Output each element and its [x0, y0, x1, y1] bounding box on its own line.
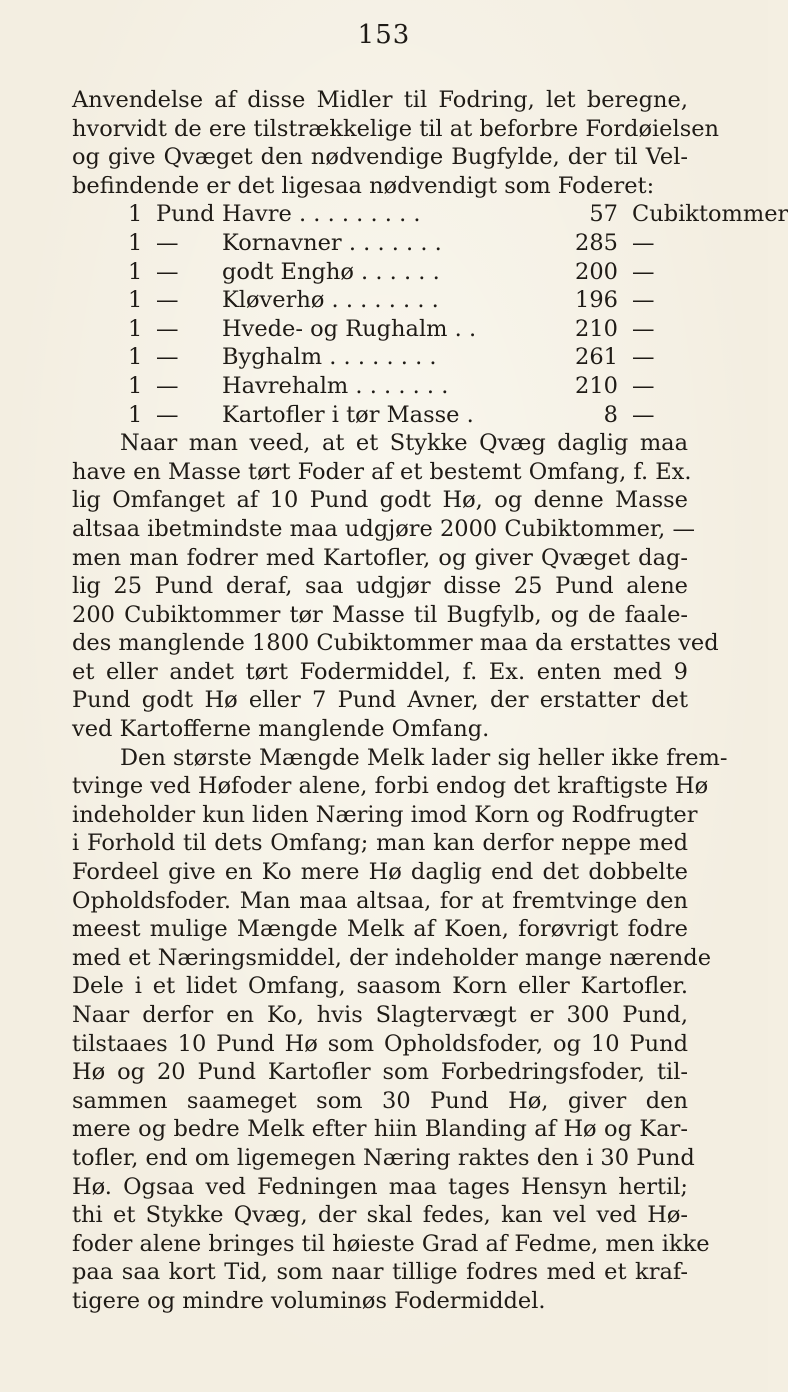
row-value: 196 [575, 287, 618, 314]
row-label: — [632, 287, 655, 314]
row-quantity: 1 [128, 201, 143, 228]
table-row [72, 343, 688, 372]
row-label: — [632, 344, 655, 371]
text-line: Dele i et lidet Omfang, saasom Korn eller Kartofler. [72, 973, 688, 1000]
row-value: 210 [575, 372, 618, 399]
text-line: Anvendelse af disse Midler til Fodring, let beregne, [72, 87, 688, 113]
row-item: Kløverhø . . . . . . . . [222, 287, 439, 314]
table-row [72, 372, 688, 401]
row-value: 261 [575, 344, 618, 371]
row-item: godt Enghø . . . . . . [222, 258, 440, 285]
row-quantity: 1 [128, 344, 143, 371]
text-line: lig Omfanget af 10 Pund godt Hø, og denne Masse [72, 487, 688, 514]
volume-table [72, 200, 788, 429]
row-quantity: 1 [128, 401, 143, 428]
text-line: Hø. Ogsaa ved Fedningen maa tages Hensyn hertil; [72, 1173, 688, 1200]
text-line: sammen saameget som 30 Pund Hø, giver den [72, 1087, 688, 1114]
text-line: Hø og 20 Pund Kartofler som Forbedringsfoder, til- [72, 1059, 688, 1086]
row-unit: — [156, 315, 179, 342]
text-line: lig 25 Pund deraf, saa udgjør disse 25 Pund alene [72, 573, 688, 600]
text-line: paa saa kort Tid, som naar tillige fodres med et kraf- [72, 1259, 688, 1286]
text-line: ved Kartofferne manglende Omfang. [72, 716, 490, 743]
page-text [72, 86, 788, 1316]
text-line: foder alene bringes til høieste Grad af Fedme, men ikke [72, 1230, 710, 1257]
text-line: Opholdsfoder. Man maa altsaa, for at fremtvinge den [72, 887, 688, 914]
row-label: — [632, 315, 655, 342]
row-value: 285 [575, 229, 618, 256]
text-line: 200 Cubiktommer tør Masse til Bugfylb, og de faale- [72, 601, 688, 628]
text-line: tigere og mindre voluminøs Fodermiddel. [72, 1287, 546, 1314]
text-line: men man fodrer med Kartofler, og giver Qvæget dag- [72, 544, 688, 571]
text-line: des manglende 1800 Cubiktommer maa da erstattes ved [72, 630, 719, 657]
text-line: et eller andet tørt Fodermiddel, f. Ex. enten med 9 [72, 658, 688, 685]
row-unit: — [156, 287, 179, 314]
table-row [72, 229, 688, 258]
table-row [72, 200, 788, 229]
table-row [72, 401, 688, 430]
text-line: thi et Stykke Qvæg, der skal fedes, kan vel ved Hø- [72, 1202, 688, 1229]
row-value: 210 [575, 315, 618, 342]
row-unit: Pund [156, 201, 215, 228]
text-line: have en Masse tørt Foder af et bestemt Omfang, f. Ex. [72, 458, 692, 485]
row-quantity: 1 [128, 258, 143, 285]
text-line: mere og bedre Melk efter hiin Blanding af Hø og Kar- [72, 1116, 688, 1143]
row-label: — [632, 401, 655, 428]
text-line: Naar derfor en Ko, hvis Slagtervægt er 300 Pund, [72, 1002, 688, 1028]
table-row [72, 315, 688, 344]
page-number: 153 [357, 20, 411, 50]
text-line: tilstaaes 10 Pund Hø som Opholdsfoder, og 10 Pund [72, 1030, 688, 1057]
row-unit: — [156, 401, 179, 428]
row-item: Kartofler i tør Masse . [222, 401, 474, 428]
row-label: Cubiktommer [632, 201, 788, 228]
row-quantity: 1 [128, 372, 143, 399]
text-line: Den største Mængde Melk lader sig heller ikke frem- [120, 744, 728, 771]
text-line: Fordeel give en Ko mere Hø daglig end det dobbelte [72, 859, 688, 886]
text-line: altsaa ibetmindste maa udgjøre 2000 Cubiktommer, — [72, 515, 695, 542]
row-quantity: 1 [128, 229, 143, 256]
row-item: Hvede- og Rughalm . . [222, 315, 477, 342]
row-unit: — [156, 229, 179, 256]
row-item: Havre . . . . . . . . . [222, 201, 421, 228]
row-item: Byghalm . . . . . . . . [222, 344, 437, 371]
text-line: indeholder kun liden Næring imod Korn og Rodfrugter [72, 801, 698, 828]
text-line: Pund godt Hø eller 7 Pund Avner, der erstatter det [72, 687, 688, 714]
row-label: — [632, 372, 655, 399]
row-unit: — [156, 344, 179, 371]
row-unit: — [156, 372, 179, 399]
row-value: 8 [603, 401, 618, 428]
text-line: meest mulige Mængde Melk af Koen, forøvrigt fodre [72, 916, 688, 943]
row-value: 200 [575, 258, 618, 285]
row-item: Havrehalm . . . . . . . [222, 372, 449, 399]
text-line: tvinge ved Høfoder alene, forbi endog det kraftigste Hø [72, 773, 709, 800]
row-value: 57 [589, 201, 618, 228]
text-line: hvorvidt de ere tilstrækkelige til at beforbre Fordøielsen [72, 115, 720, 142]
text-line: i Forhold til dets Omfang; man kan derfor neppe med [72, 830, 688, 857]
row-label: — [632, 258, 655, 285]
text-line: og give Qvæget den nødvendige Bugfylde, der til Vel- [72, 144, 688, 171]
row-unit: — [156, 258, 179, 285]
table-row [72, 286, 688, 315]
row-quantity: 1 [128, 287, 143, 314]
text-line: med et Næringsmiddel, der indeholder mange nærende [72, 944, 712, 971]
text-line: Naar man veed, at et Stykke Qvæg daglig maa [120, 430, 688, 457]
row-label: — [632, 229, 655, 256]
text-line: tofler, end om ligemegen Næring raktes den i 30 Pund [72, 1144, 695, 1171]
table-row [72, 258, 688, 287]
row-quantity: 1 [128, 315, 143, 342]
row-item: Kornavner . . . . . . . [222, 229, 442, 256]
text-line: befindende er det ligesaa nødvendigt som Foderet: [72, 172, 655, 199]
